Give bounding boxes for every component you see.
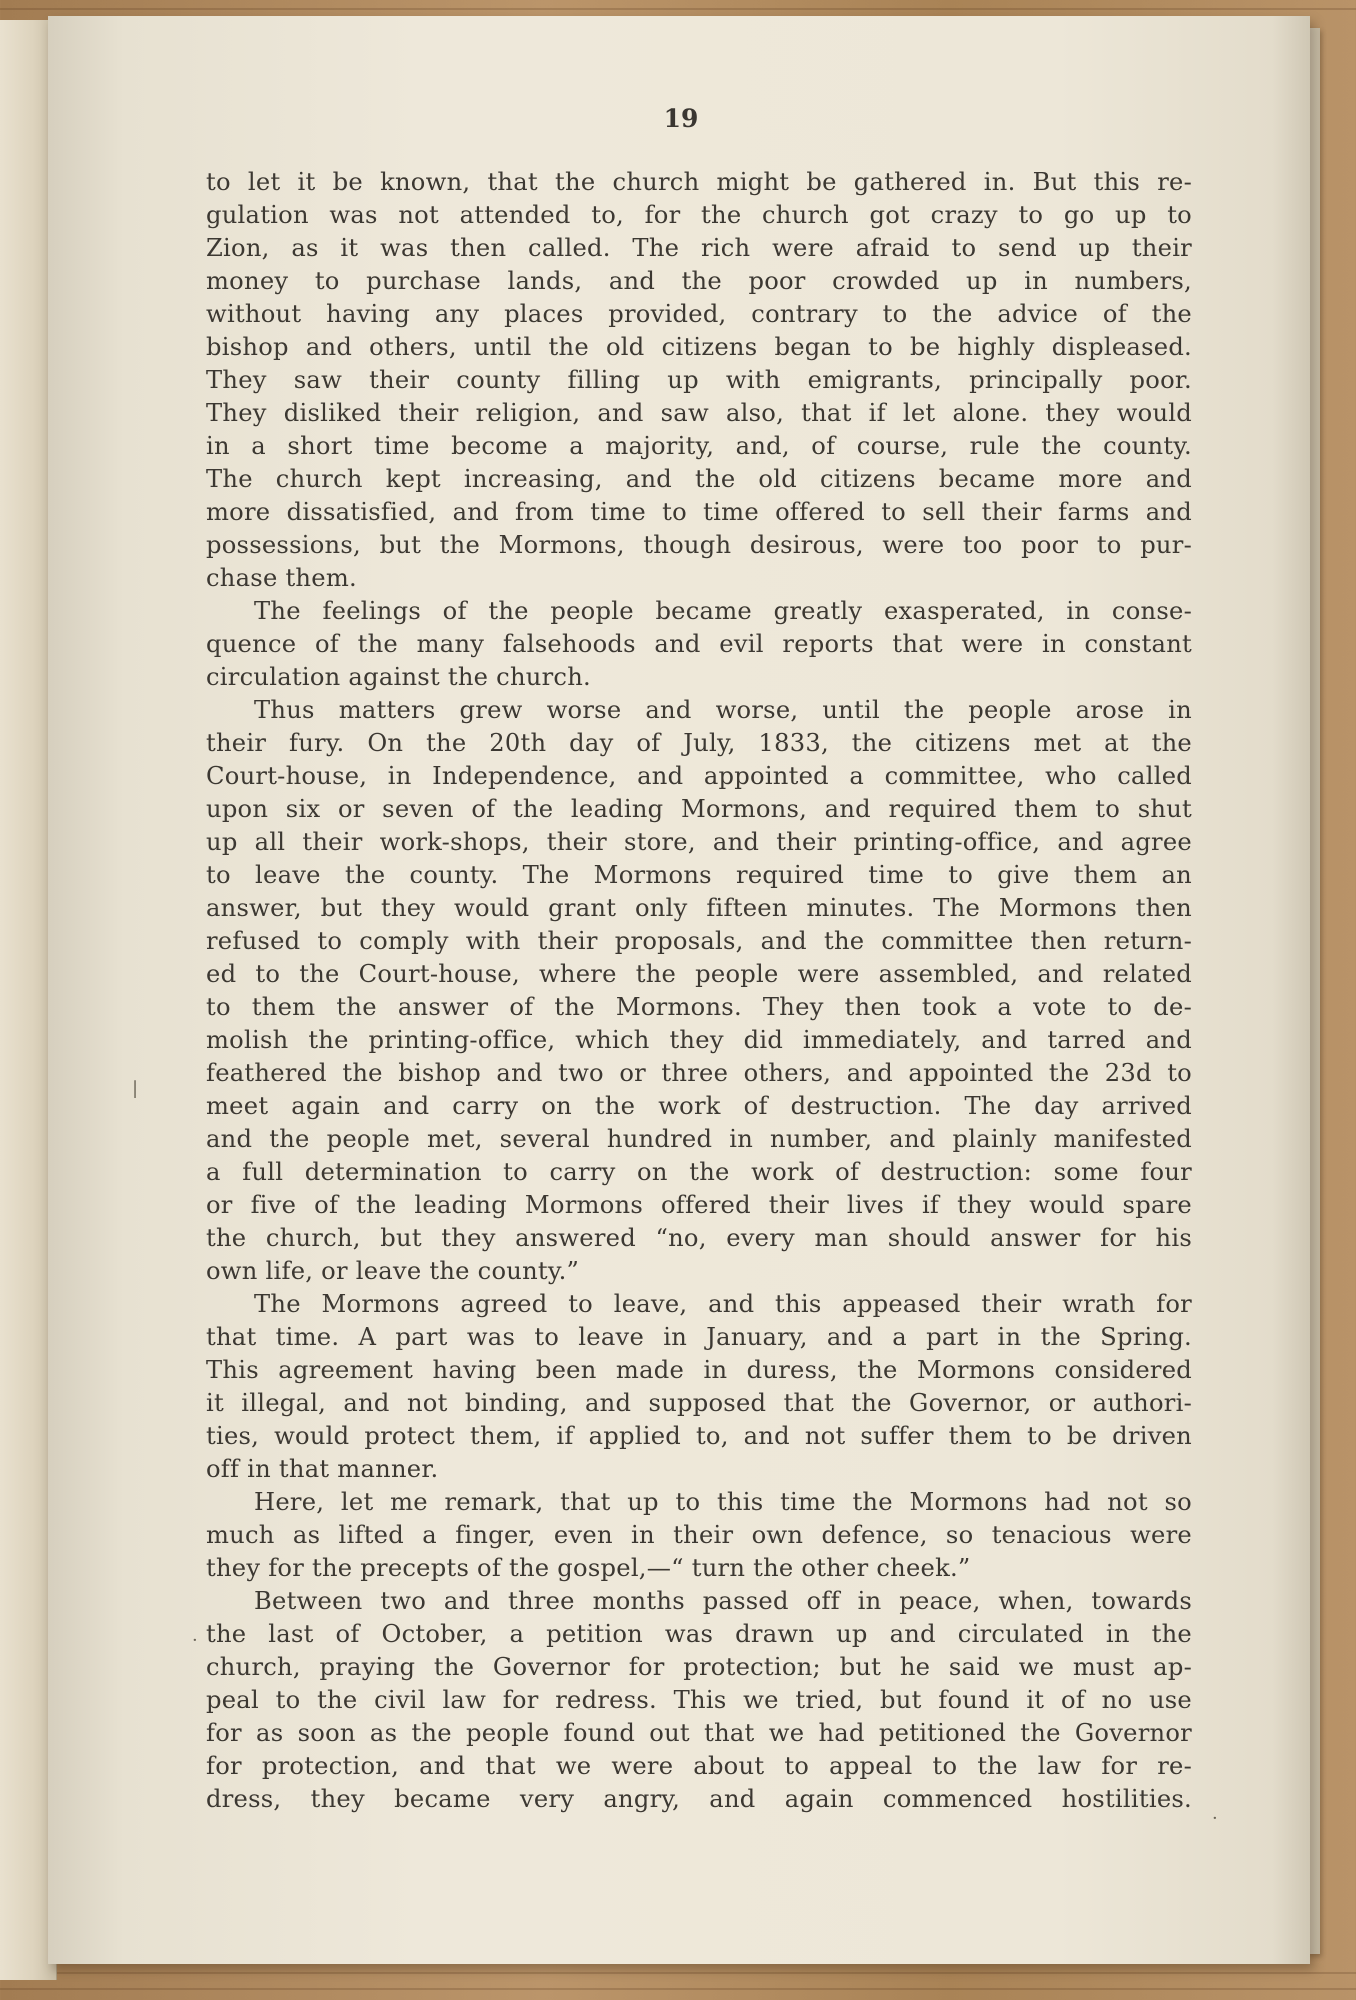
text-line: they for the precepts of the gospel,—“ turn the other cheek.”: [206, 1554, 971, 1582]
text-line: upon six or seven of the leading Mormons, and required them to shut: [206, 795, 1192, 823]
text-line: their fury. On the 20th day of July, 1833, the citizens met at the: [206, 729, 1192, 757]
text-line: to them the answer of the Mormons. They then took a vote to de-: [206, 993, 1192, 1021]
text-line: Court-house, in Independence, and appointed a committee, who called: [206, 762, 1192, 790]
text-line: chase them.: [206, 564, 357, 592]
text-line: Here, let me remark, that up to this time the Mormons had not so: [254, 1488, 1192, 1516]
page-number: 19: [663, 104, 699, 133]
margin-mark: ·: [1212, 1808, 1218, 1829]
text-line: church, praying the Governor for protection; but he said we must ap-: [206, 1653, 1192, 1681]
margin-mark: |: [132, 1078, 139, 1099]
text-line: ed to the Court-house, where the people were assembled, and related: [206, 960, 1192, 988]
text-line: money to purchase lands, and the poor crowded up in numbers,: [206, 267, 1192, 295]
text-line: or five of the leading Mormons offered their lives if they would spare: [206, 1191, 1192, 1219]
text-line: without having any places provided, contrary to the advice of the: [206, 300, 1192, 328]
text-line: Thus matters grew worse and worse, until the people arose in: [254, 696, 1192, 724]
text-line: circulation against the church.: [206, 663, 591, 691]
text-line: for protection, and that we were about to appeal to the law for re-: [206, 1752, 1192, 1780]
text-line: feathered the bishop and two or three others, and appointed the 23d to: [206, 1059, 1192, 1087]
text-line: to leave the county. The Mormons required time to give them an: [206, 861, 1192, 889]
text-line: peal to the civil law for redress. This we tried, but found it of no use: [206, 1686, 1192, 1714]
wood-grain: [0, 1972, 1356, 1974]
text-line: it illegal, and not binding, and supposed that the Governor, or authori-: [206, 1389, 1192, 1417]
text-line: molish the printing-office, which they did immediately, and tarred and: [206, 1026, 1192, 1054]
text-line: up all their work-shops, their store, and their printing-office, and agree: [206, 828, 1192, 856]
text-line: refused to comply with their proposals, and the committee then return-: [206, 927, 1192, 955]
text-line: Between two and three months passed off in peace, when, towards: [254, 1587, 1192, 1615]
text-line: to let it be known, that the church might be gathered in. But this re-: [206, 168, 1192, 196]
text-line: the church, but they answered “no, every man should answer for his: [206, 1224, 1192, 1252]
wood-grain: [0, 8, 1356, 10]
text-line: Zion, as it was then called. The rich were afraid to send up their: [206, 234, 1192, 262]
text-line: off in that manner.: [206, 1455, 439, 1483]
text-line: They saw their county filling up with emigrants, principally poor.: [206, 366, 1192, 394]
text-line: much as lifted a finger, even in their own defence, so tenacious were: [206, 1521, 1192, 1549]
text-line: dress, they became very angry, and again commenced hostilities.: [206, 1785, 1192, 1813]
text-line: possessions, but the Mormons, though desirous, were too poor to pur-: [206, 531, 1192, 559]
text-line: answer, but they would grant only fifteen minutes. The Mormons then: [206, 894, 1192, 922]
text-line: bishop and others, until the old citizens began to be highly displeased.: [206, 333, 1192, 361]
text-line: This agreement having been made in duress, the Mormons considered: [206, 1356, 1192, 1384]
text-line: The feelings of the people became greatly exasperated, in conse-: [254, 597, 1192, 625]
text-line: and the people met, several hundred in number, and plainly manifested: [206, 1125, 1192, 1153]
text-line: quence of the many falsehoods and evil reports that were in constant: [206, 630, 1192, 658]
body-text: [206, 166, 1192, 1816]
text-line: gulation was not attended to, for the church got crazy to go up to: [206, 201, 1192, 229]
text-line: The Mormons agreed to leave, and this appeased their wrath for: [254, 1290, 1192, 1318]
text-line: that time. A part was to leave in January, and a part in the Spring.: [206, 1323, 1192, 1351]
text-line: own life, or leave the county.”: [206, 1257, 580, 1285]
margin-mark: ·: [192, 1630, 198, 1651]
text-line: ties, would protect them, if applied to, and not suffer them to be driven: [206, 1422, 1192, 1450]
text-line: a full determination to carry on the work of destruction: some four: [206, 1158, 1192, 1186]
text-line: They disliked their religion, and saw also, that if let alone. they would: [206, 399, 1192, 427]
text-line: meet again and carry on the work of destruction. The day arrived: [206, 1092, 1192, 1120]
text-line: more dissatisfied, and from time to time offered to sell their farms and: [206, 498, 1192, 526]
text-line: The church kept increasing, and the old citizens became more and: [206, 465, 1192, 493]
text-line: in a short time become a majority, and, of course, rule the county.: [206, 432, 1192, 460]
text-line: the last of October, a petition was drawn up and circulated in the: [206, 1620, 1192, 1648]
wood-grain: [0, 1988, 1356, 1990]
text-line: for as soon as the people found out that we had petitioned the Governor: [206, 1719, 1192, 1747]
